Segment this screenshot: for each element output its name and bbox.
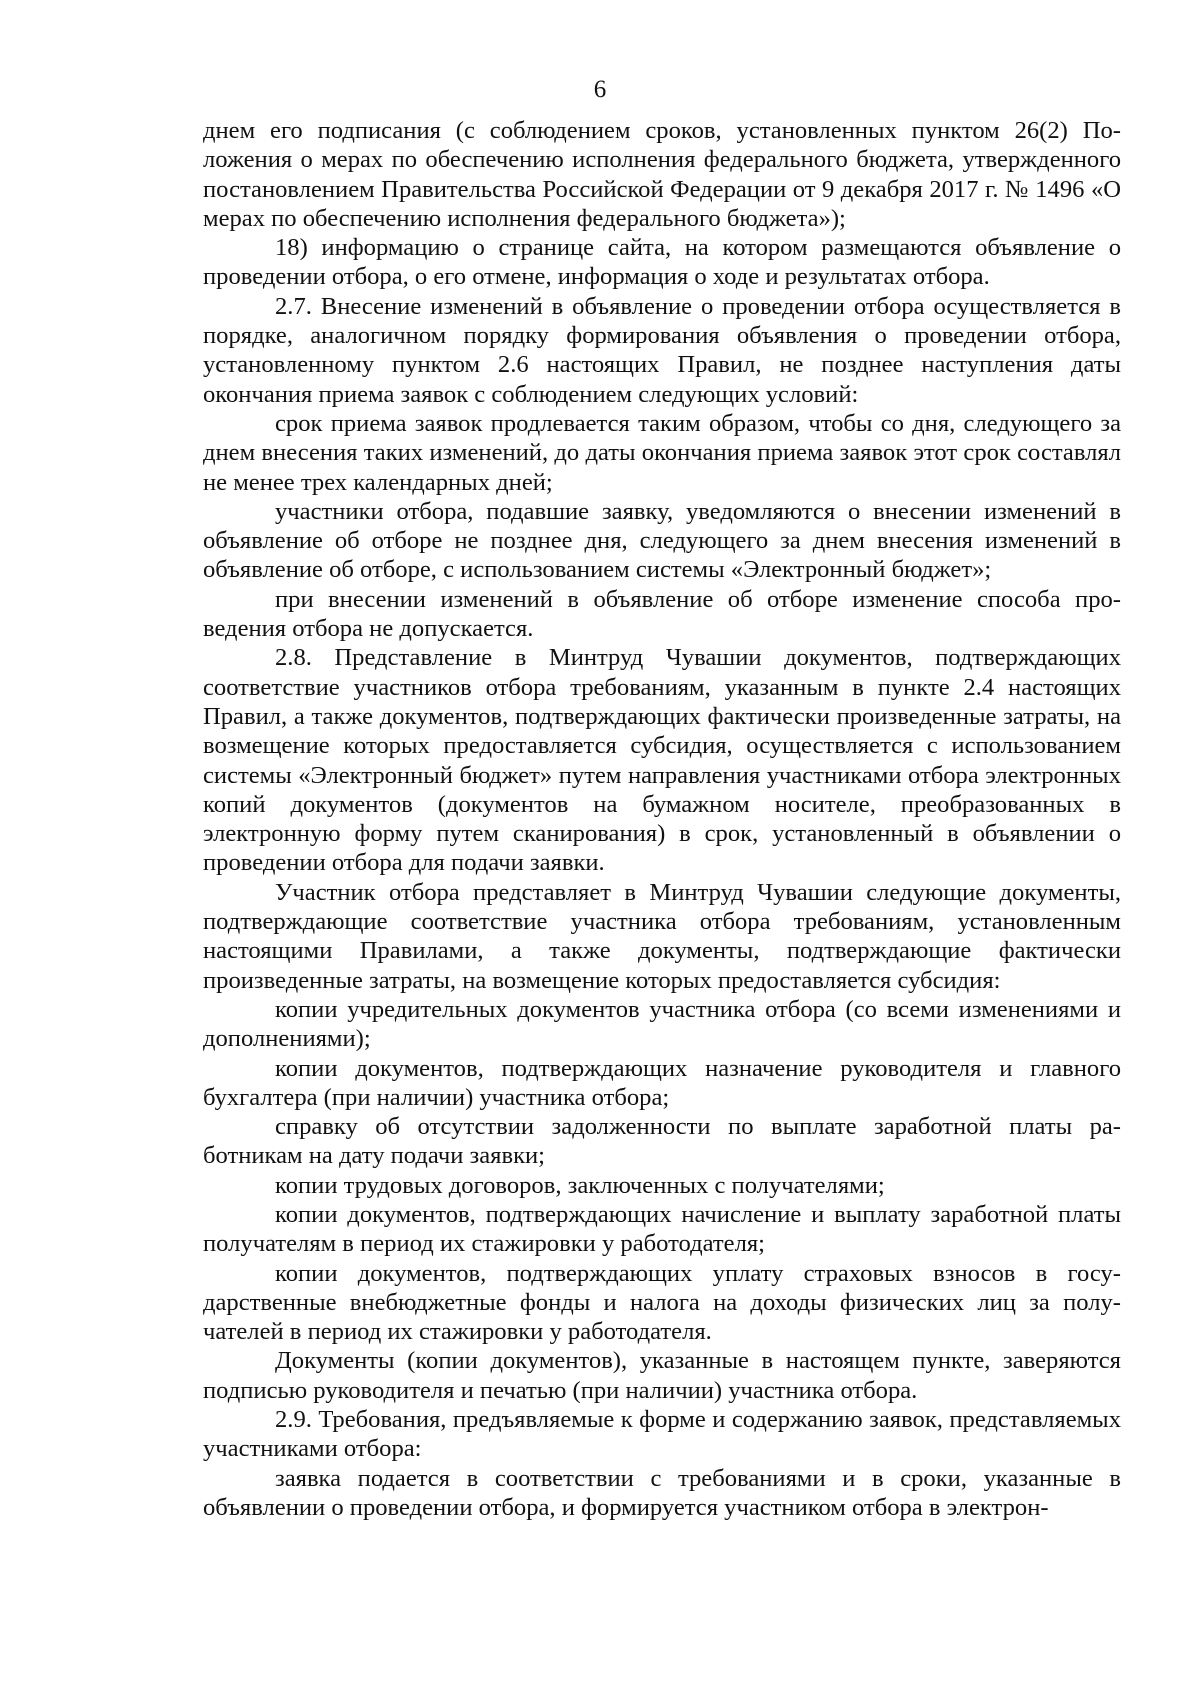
paragraph: при внесении изменений в объявление об отборе изменение способа проведения отбора не допускается. (203, 585, 1121, 643)
paragraph: 18) информацию о странице сайта, на котором размещаются объявление о проведении отбора, о его отмене, информация о ходе и результатах отбора. (203, 234, 1121, 291)
paragraph: 2.9. Требования, предъявляемые к форме и содержанию заявок, представляемых участниками отбора: (203, 1406, 1121, 1463)
document-body (203, 116, 1121, 1522)
paragraph: днем его подписания (с соблюдением сроков, установленных пунктом 26(2) Положения о мерах по обеспечению исполнения федерального бюджета, утвержденного постановлением Правительства Российской Федерации от 9 декабря 2017 г. № 1496 «О мерах по обеспечению исполнения федерального бюджета»); (203, 117, 1121, 232)
paragraph: копии документов, подтверждающих начисление и выплату заработной платы получателям в период их стажировки у работодателя; (203, 1200, 1121, 1258)
paragraph: Документы (копии документов), указанные в настоящем пункте, заверяются подписью руководителя и печатью (при наличии) участника отбора. (203, 1347, 1121, 1404)
paragraph: Участник отбора представляет в Минтруд Чувашии следующие документы, подтверждающие соответствие участника отбора требованиям, установленным настоящими Правилами, а также документы, подтверждающие фактически произведенные затраты, на возмещение которых предоставляется субсидия: (203, 878, 1121, 994)
paragraph: справку об отсутствии задолженности по выплате заработной платы работникам на дату подачи заявки; (203, 1113, 1121, 1170)
paragraph: копии документов, подтверждающих назначение руководителя и главного бухгалтера (при наличии) участника отбора; (203, 1054, 1121, 1111)
paragraph: 2.7. Внесение изменений в объявление о проведении отбора осуществляется в порядке, аналогичном порядку формирования объявления о проведении отбора, установленному пунктом 2.6 настоящих Правил, не позднее наступления даты окончания приема заявок с соблюдением следующих условий: (203, 292, 1121, 408)
paragraph: участники отбора, подавшие заявку, уведомляются о внесении изменений в объявление об отборе не позднее дня, следующего за днем внесения изменений в объявление об отборе, с использованием системы «Электронный бюджет»; (203, 497, 1121, 584)
paragraph: копии учредительных документов участника отбора (со всеми изменениями и дополнениями); (203, 995, 1121, 1053)
paragraph: копии документов, подтверждающих уплату страховых взносов в государственные внебюджетные фонды и налога на доходы физических лиц за получателей в период их стажировки у работодателя. (203, 1259, 1121, 1346)
paragraph: заявка подается в соответствии с требованиями и в сроки, указанные в объявлении о проведении отбора, и формируется участником отбора в электрон- (203, 1464, 1121, 1521)
page-number: 6 (593, 76, 607, 103)
paragraph: 2.8. Представление в Минтруд Чувашии документов, подтверждающих соответствие участников отбора требованиям, указанным в пункте 2.4 настоящих Правил, а также документов, подтверждающих фактически произведенные затраты, на возмещение которых предоставляется субсидия, осуществляется с использованием системы «Электронный бюджет» путем направления участниками отбора электронных копий документов (документов на бумажном носителе, преобразованных в электронную форму путем сканирования) в срок, установленный в объявлении о проведении отбора для подачи заявки. (203, 644, 1121, 877)
paragraph: срок приема заявок продлевается таким образом, чтобы со дня, следующего за днем внесения таких изменений, до даты окончания приема заявок этот срок составлял не менее трех календарных дней; (203, 409, 1121, 496)
paragraph: копии трудовых договоров, заключенных с получателями; (275, 1171, 885, 1199)
